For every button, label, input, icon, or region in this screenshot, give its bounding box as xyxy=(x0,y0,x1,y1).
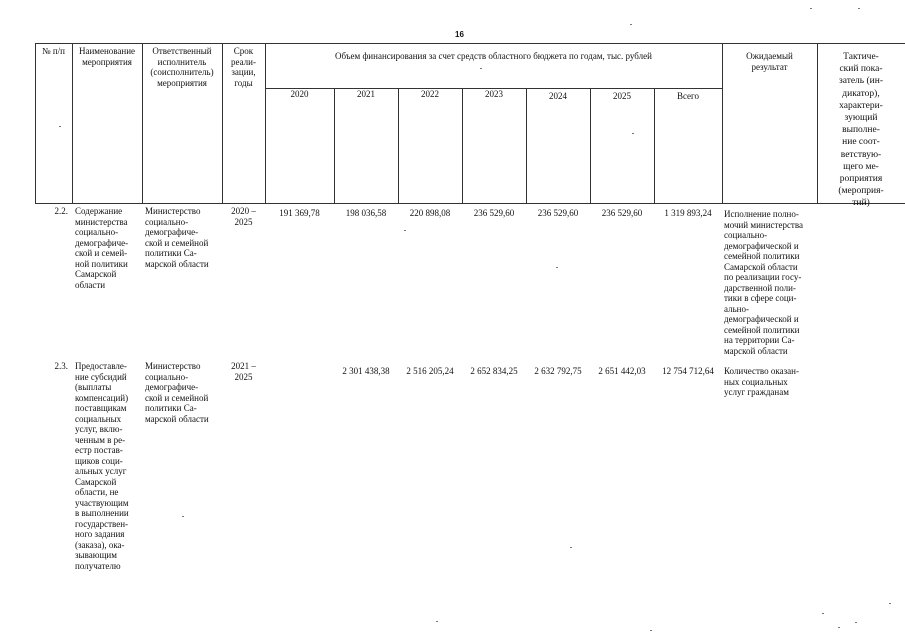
col-line xyxy=(462,88,463,203)
row-value-2022: 220 898,08 xyxy=(409,208,451,218)
row-value-2024: 236 529,60 xyxy=(537,208,579,218)
row-executor: Министерство социально- демографиче- ской и семейной политики Са- марской области xyxy=(145,206,209,269)
col-line xyxy=(398,88,399,203)
header-bottom-border xyxy=(35,203,905,204)
row-value-2020: 191 369,78 xyxy=(279,208,320,218)
header-total: Всего xyxy=(676,91,700,101)
header-executor: Ответственный исполнитель (соисполнитель) мероприятия xyxy=(150,46,214,88)
scan-speck xyxy=(632,133,634,134)
row-value-2021: 2 301 438,38 xyxy=(342,366,390,376)
header-name: Наименование мероприятия xyxy=(78,46,136,67)
scan-speck xyxy=(855,622,857,623)
scan-speck xyxy=(480,68,482,69)
header-year-2023: 2023 xyxy=(485,89,503,99)
row-executor: Министерство социально- демографиче- ской и семейной политики Са- марской области xyxy=(145,361,209,424)
col-line xyxy=(654,88,655,203)
header-term: Срок реали- зации, годы xyxy=(231,46,256,88)
scan-speck xyxy=(838,627,840,628)
col-line xyxy=(72,43,73,203)
row-term: 2021 – 2025 xyxy=(231,361,256,382)
scan-speck xyxy=(650,630,652,631)
col-line xyxy=(35,43,36,203)
row-result: Исполнение полно- мочий министерства социально- демографической и семейной политики Самарской области по реализации госу- дарственной поли- тики в сфере соци- ально- демографической и семейной политики на территории Са- марской области xyxy=(724,209,803,356)
page-number: 16 xyxy=(455,30,464,39)
row-value-2022: 2 516 205,24 xyxy=(406,366,454,376)
row-name: Содержание министерства социально- демографиче- ской и семей- ной политики Самарской области xyxy=(75,206,129,290)
header-year-2024: 2024 xyxy=(549,91,567,101)
scan-speck xyxy=(182,516,184,517)
scan-speck xyxy=(59,126,61,127)
col-line xyxy=(590,88,591,203)
row-value-2021: 198 036,58 xyxy=(345,208,387,218)
row-value-2023: 236 529,60 xyxy=(473,208,515,218)
header-result: Ожидаемый результат xyxy=(746,51,793,72)
scan-speck xyxy=(556,267,558,268)
row-value-2025: 2 651 442,03 xyxy=(598,366,646,376)
header-top-border xyxy=(35,43,905,44)
scan-speck xyxy=(436,621,438,622)
scan-speck xyxy=(822,613,824,614)
row-name: Предоставле- ние субсидий (выплаты компенсаций) поставщикам социальных услуг, вклю- ченным в ре- естр постав- щиков соци- альных услуг Самарской области, не участвующим в выполнении государствен- ного задания (заказа), ока- зывающим получателю xyxy=(75,361,129,571)
scan-speck xyxy=(858,8,860,9)
header-funding: Объем финансирования за счет средств областного бюджета по годам, тыс. рублей xyxy=(335,51,652,61)
row-value-total: 1 319 893,24 xyxy=(664,208,712,218)
scan-speck xyxy=(570,547,572,548)
col-line xyxy=(334,88,335,203)
scan-speck xyxy=(630,24,632,25)
row-number: 2.2. xyxy=(54,206,68,216)
header-year-2025: 2025 xyxy=(613,91,631,101)
row-value-2023: 2 652 834,25 xyxy=(470,366,518,376)
col-line xyxy=(526,88,527,203)
row-value-2024: 2 632 792,75 xyxy=(534,366,582,376)
header-year-2020: 2020 xyxy=(290,89,309,99)
row-term: 2020 – 2025 xyxy=(231,206,256,227)
header-num: № п/п xyxy=(42,46,65,56)
row-value-total: 12 754 712,64 xyxy=(662,366,714,376)
scan-speck xyxy=(889,603,891,604)
col-line xyxy=(265,43,266,203)
row-result: Количество оказан- ных социальных услуг гражданам xyxy=(724,366,799,397)
header-year-2022: 2022 xyxy=(421,89,439,99)
scan-speck xyxy=(810,8,812,9)
header-year-2021: 2021 xyxy=(357,89,375,99)
header-indicator: Тактиче- ский пока- затель (ин- дикатор), характери- зующий выполне- ние соот- ветствую- щего ме- роприятия (мероприя- тий) xyxy=(838,52,884,209)
scan-speck xyxy=(404,230,406,231)
row-number: 2.3. xyxy=(54,361,68,371)
row-value-2025: 236 529,60 xyxy=(601,208,643,218)
